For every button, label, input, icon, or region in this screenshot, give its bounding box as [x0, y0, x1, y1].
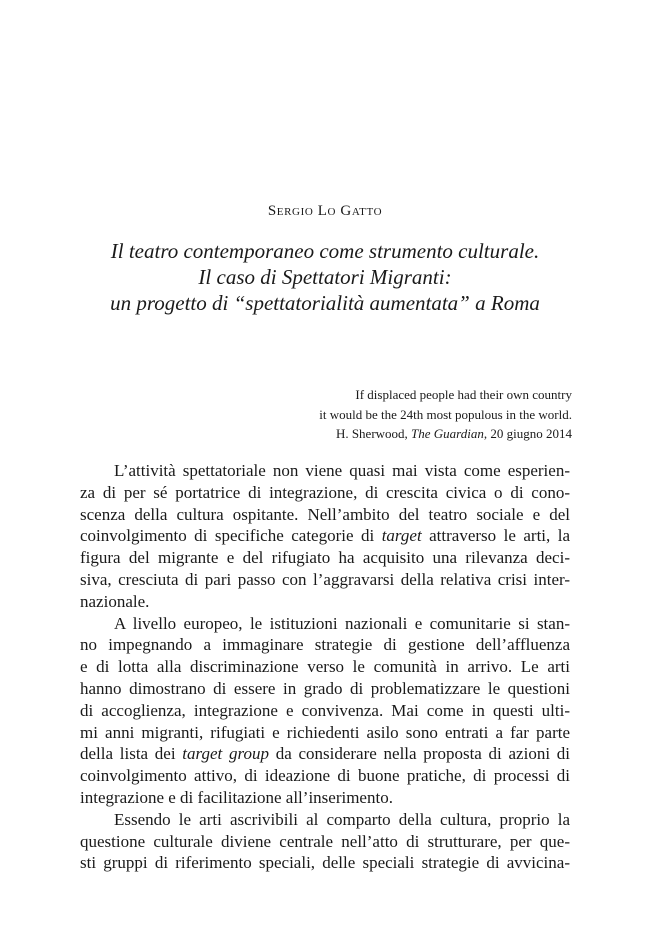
attribution-source: The Guardian: [411, 426, 484, 441]
text-line: scenza della cultura ospitante. Nell’ambito del teatro sociale e del: [80, 504, 570, 524]
epigraph-line: If displaced people had their own country: [355, 387, 572, 402]
text-line: L’attività spettatoriale non viene quasi mai vista come esperien-: [114, 461, 570, 480]
title-line: Il teatro contemporaneo come strumento culturale.: [110, 239, 540, 263]
text-line: A livello europeo, le istituzioni nazionali e comunitarie si stan-: [114, 613, 570, 633]
italic-term: target: [381, 526, 422, 546]
text-run: da considerare nella proposta di azioni di: [268, 744, 570, 764]
text-line: integrazione e di facilitazione all’inserimento.: [80, 787, 393, 807]
title-line: un progetto di “spettatorialità aumentata” a Roma: [110, 291, 540, 315]
text-line: Essendo le arti ascrivibili al comparto della cultura, proprio la: [114, 809, 570, 829]
text-line: sti gruppi di riferimento speciali, delle speciali strategie di avvicina-: [80, 853, 570, 873]
text-line: no impegnando a immaginare strategie di gestione dell’affluenza: [80, 635, 570, 655]
text-line: e di lotta alla discriminazione verso le comunità in arrivo. Le arti: [80, 657, 570, 677]
text-line: hanno dimostrano di essere in grado di problematizzare le questioni: [80, 678, 570, 698]
epigraph-attribution: [319, 424, 572, 444]
text-line: figura del migrante e del rifugiato ha acquisito una rilevanza deci-: [80, 548, 570, 568]
title-line: Il caso di Spettatori Migranti:: [198, 265, 452, 289]
author-name: Sergio Lo Gatto: [267, 203, 383, 219]
text-line: [80, 525, 570, 547]
body-text: [80, 460, 570, 874]
body-paragraph: [80, 460, 570, 613]
text-line: siva, cresciuta di pari passo con l’aggravarsi della relativa crisi inter-: [80, 569, 570, 589]
text-line: za di per sé portatrice di integrazione, di crescita civica o di cono-: [80, 482, 570, 502]
text-line: questione culturale diviene centrale nell’atto di strutturare, per que-: [80, 831, 570, 851]
attribution-author: H. Sherwood,: [335, 426, 412, 441]
body-paragraph: [80, 613, 570, 809]
epigraph: [319, 385, 572, 444]
text-line: nazionale.: [80, 591, 150, 611]
text-run: attraverso le arti, la: [421, 526, 570, 546]
text-line: mi anni migranti, rifugiati e richiedenti asilo sono entrati a far parte: [80, 722, 570, 742]
italic-term: target group: [182, 744, 269, 764]
text-line: [80, 743, 570, 765]
epigraph-line: it would be the 24th most populous in the world.: [319, 406, 572, 422]
attribution-date: , 20 giugno 2014: [483, 426, 572, 441]
body-paragraph: [80, 809, 570, 874]
text-run: coinvolgimento di specifiche categorie di: [80, 526, 382, 546]
text-line: di accoglienza, integrazione e convivenza. Mai come in questi ulti-: [80, 700, 570, 720]
text-line: coinvolgimento attivo, di ideazione di buone pratiche, di processi di: [80, 766, 570, 786]
article-title: [60, 238, 590, 316]
text-run: della lista dei: [80, 744, 183, 764]
